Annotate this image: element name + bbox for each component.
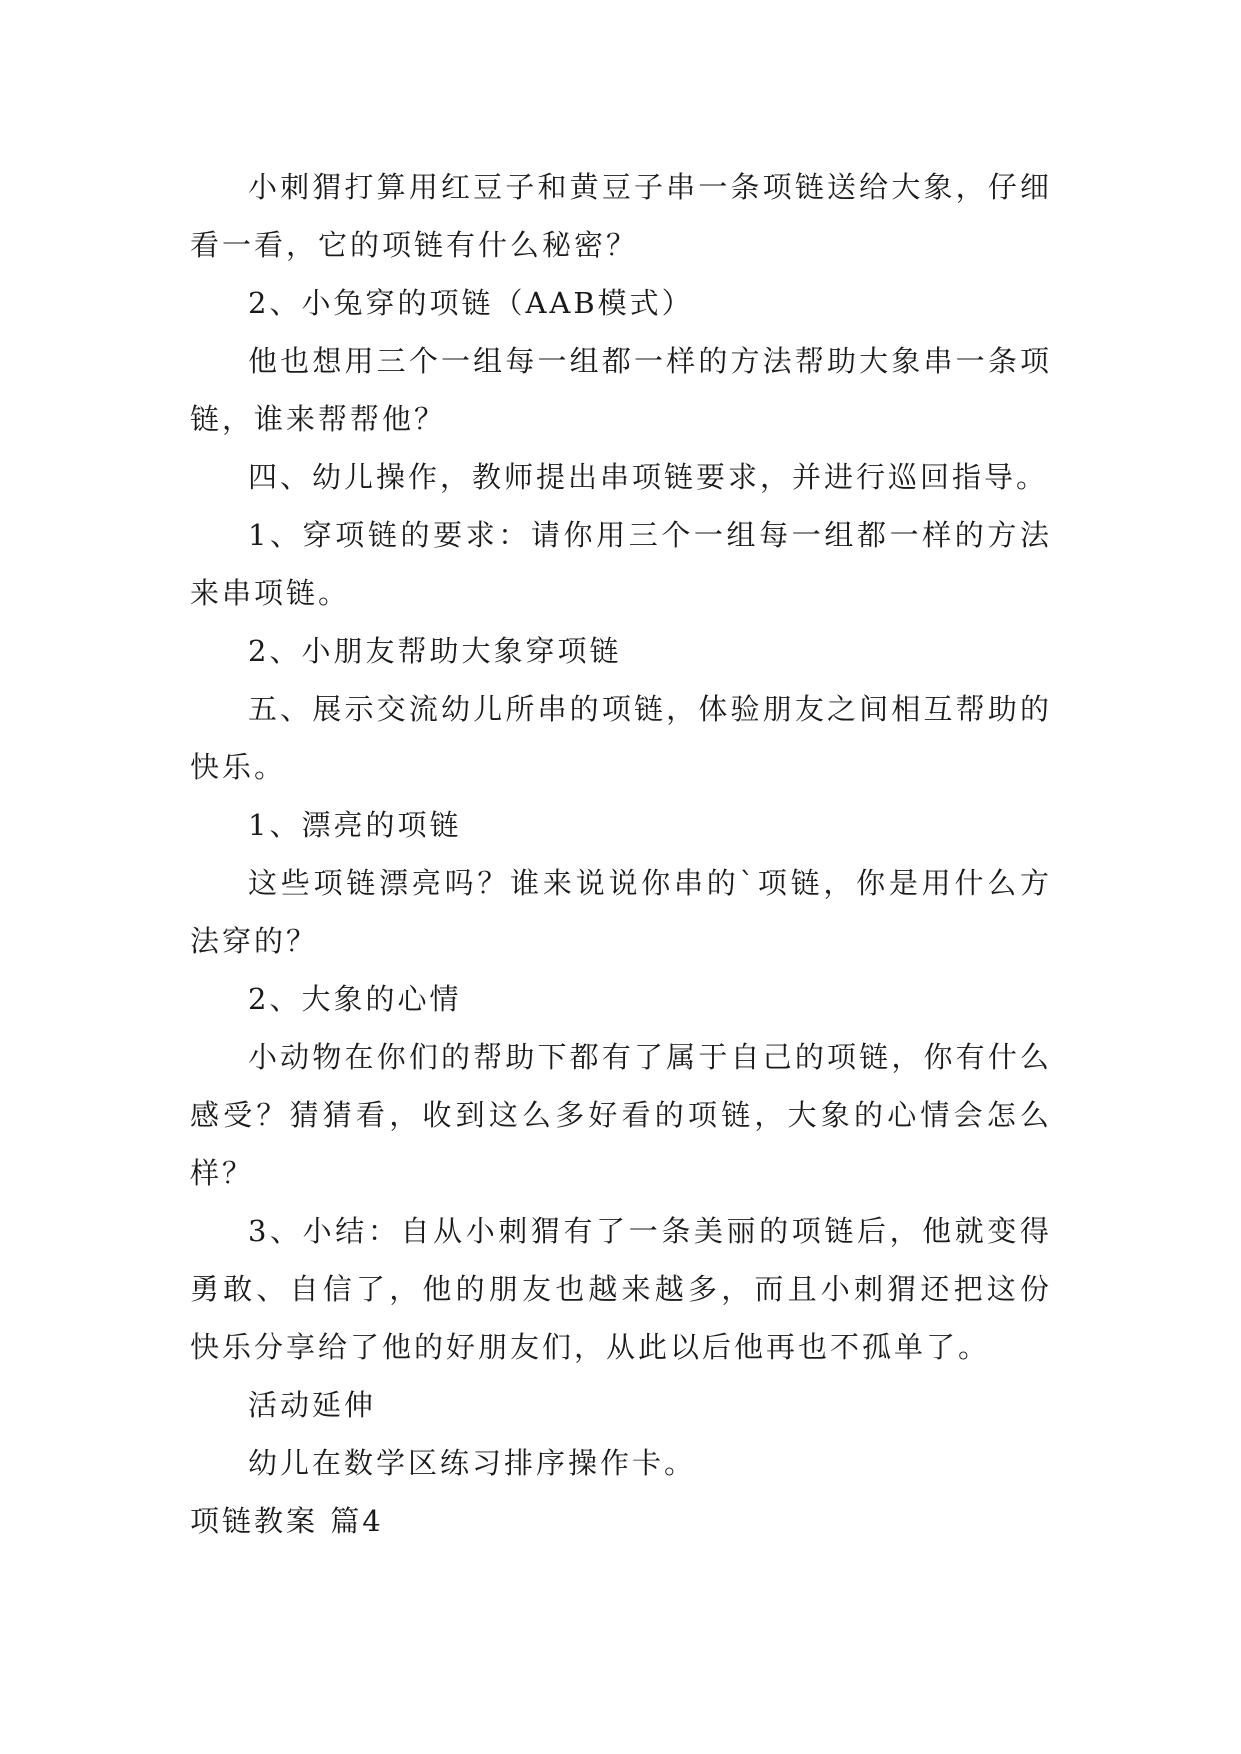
- paragraph-rabbit-necklace: 2、小兔穿的项链（AAB模式）: [248, 286, 694, 320]
- section-heading: 项链教案 篇4: [190, 1504, 384, 1538]
- paragraph-extension-heading: 活动延伸: [248, 1388, 377, 1422]
- paragraph-requirements: 1、穿项链的要求：请你用三个一组每一组都一样的方法来串项链。: [190, 518, 1052, 610]
- paragraph-necklace-secret: 小刺猬打算用红豆子和黄豆子串一条项链送给大象，仔细看一看，它的项链有什么秘密？: [190, 170, 1052, 262]
- paragraph-step-four: 四、幼儿操作，教师提出串项链要求，并进行巡回指导。: [248, 460, 1049, 494]
- paragraph-help-elephant: 他也想用三个一组每一组都一样的方法帮助大象串一条项链，谁来帮帮他？: [190, 344, 1052, 436]
- paragraph-extension-text: 幼儿在数学区练习排序操作卡。: [248, 1446, 697, 1480]
- paragraph-summary: 3、小结：自从小刺猬有了一条美丽的项链后，他就变得勇敢、自信了，他的朋友也越来越多，而且小刺猬还把这份快乐分享给了他的好朋友们，从此以后他再也不孤单了。: [190, 1214, 1052, 1364]
- document-body: [190, 158, 1052, 1550]
- paragraph-elephant-mood: 2、大象的心情: [248, 982, 462, 1016]
- paragraph-pretty-necklace: 1、漂亮的项链: [248, 808, 462, 842]
- paragraph-step-five: 五、展示交流幼儿所串的项链，体验朋友之间相互帮助的快乐。: [190, 692, 1052, 784]
- paragraph-kids-help: 2、小朋友帮助大象穿项链: [248, 634, 622, 668]
- paragraph-pretty-question: 这些项链漂亮吗？谁来说说你串的`项链，你是用什么方法穿的？: [190, 866, 1052, 958]
- paragraph-mood-question: 小动物在你们的帮助下都有了属于自己的项链，你有什么感受？猜猜看，收到这么多好看的项链，大象的心情会怎么样？: [190, 1040, 1052, 1190]
